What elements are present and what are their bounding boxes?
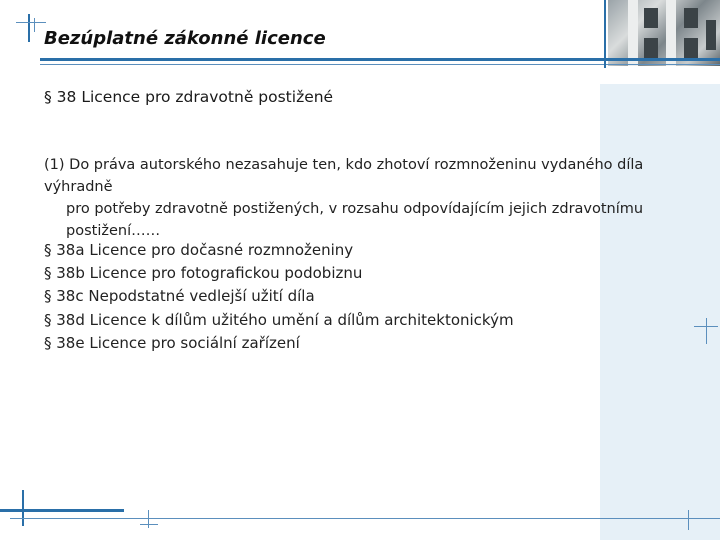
section-heading: § 38 Licence pro zdravotně postižené <box>44 88 334 106</box>
paragraph-line-1: (1) Do práva autorského nezasahuje ten, kdo zhotoví rozmnoženinu vydaného díla výhradně <box>44 157 644 195</box>
bottom-rule-thick <box>0 509 124 512</box>
corner-mark-top-left-v2 <box>34 18 35 32</box>
right-tick-v <box>706 318 707 344</box>
paragraph-line-2: pro potřeby zdravotně postižených, v rozsahu odpovídajícím jejich zdravotnímu <box>66 201 644 217</box>
building-photo <box>608 0 720 66</box>
bottom-rule-thin <box>10 518 720 519</box>
list-item: § 38e Licence pro sociální zařízení <box>44 333 300 352</box>
corner-mark-top-left-h <box>16 22 46 23</box>
list-item: § 38a Licence pro dočasné rozmnoženiny <box>44 241 354 259</box>
photo-border <box>604 0 606 68</box>
bottom-tick-1 <box>148 510 149 528</box>
list-item: § 38c Nepodstatné vedlejší užití díla <box>44 287 315 306</box>
title-rule <box>40 58 720 61</box>
right-decorative-band <box>600 84 720 540</box>
license-list <box>44 239 604 355</box>
paragraph-line-3: postižení…… <box>66 223 161 239</box>
bottom-tick-2 <box>688 510 689 530</box>
bottom-left-vertical <box>22 490 24 526</box>
list-item: § 38d Licence k dílům užitého umění a dílům architektonickým <box>44 310 514 329</box>
corner-mark-top-left-v <box>28 14 30 42</box>
paragraph <box>44 154 704 242</box>
title-rule-thin <box>40 64 720 65</box>
bottom-tick-h <box>140 524 158 525</box>
list-item: § 38b Licence pro fotografickou podobiznu <box>44 264 363 283</box>
slide-title: Bezúplatné zákonné licence <box>44 28 326 49</box>
